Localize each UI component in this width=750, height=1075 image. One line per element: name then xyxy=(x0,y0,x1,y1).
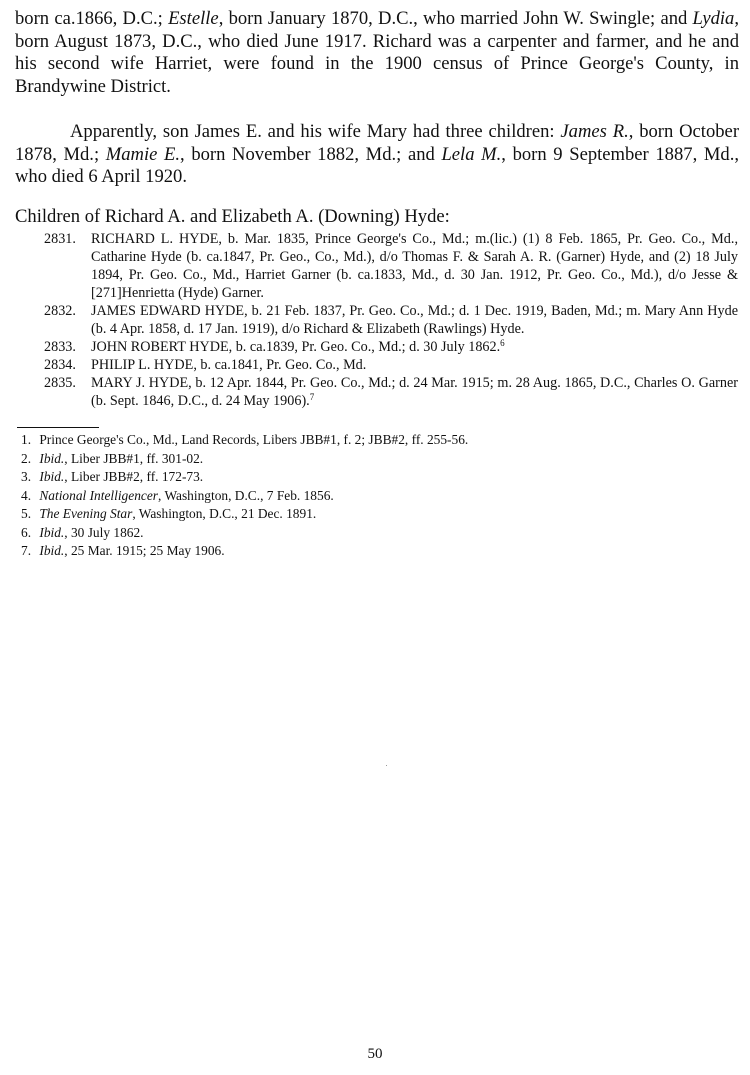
footnote-text: , Liber JBB#1, ff. 301-02. xyxy=(64,450,204,466)
footnote-number: 2. xyxy=(21,450,32,466)
footnote-text: , 25 Mar. 1915; 25 May 1906. xyxy=(64,543,225,558)
child-number: 2834. xyxy=(44,357,76,373)
child-entry xyxy=(0,230,750,302)
child-number: 2835. xyxy=(44,375,76,391)
child-text: MARY J. HYDE, b. 12 Apr. 1844, Pr. Geo. Co., Md.; d. 24 Mar. 1915; m. 28 Aug. 1865, D.C., Charles O. Garner (b. Sept. 1846, D.C., d. 24 May 1906). xyxy=(91,375,738,409)
child-name: Lydia xyxy=(692,8,735,29)
footnote-divider xyxy=(17,427,99,428)
text-run: , born January 1870, D.C., who married John W. Swingle; and xyxy=(218,8,693,29)
footnote-number: 3. xyxy=(21,469,32,484)
footnote xyxy=(21,505,468,524)
footnote xyxy=(21,431,468,450)
text-run: , born November 1882, Md.; and xyxy=(180,143,442,165)
scan-speck xyxy=(386,765,387,766)
footnote xyxy=(21,542,468,561)
child-name: James R. xyxy=(560,121,629,142)
footnote-italic: Ibid. xyxy=(39,543,65,558)
footnote-text: , Liber JBB#2, ff. 172-73. xyxy=(64,469,204,484)
text-run: , born October 1878, Md.; xyxy=(15,121,740,165)
paragraph-james-children xyxy=(15,121,739,189)
footnote-italic: Ibid. xyxy=(39,450,65,466)
child-text: PHILIP L. HYDE, b. ca.1841, Pr. Geo. Co., Md. xyxy=(91,357,367,373)
child-text: JOHN ROBERT HYDE, b. ca.1839, Pr. Geo. Co., Md.; d. 30 July 1862. xyxy=(91,339,501,355)
child-entry xyxy=(0,302,750,338)
footnote-text: Prince George's Co., Md., Land Records, Libers JBB#1, f. 2; JBB#2, ff. 255-56. xyxy=(39,432,469,447)
child-entry xyxy=(0,338,750,356)
child-name: Mamie E. xyxy=(105,143,181,165)
footnote xyxy=(21,524,468,543)
child-number: 2833. xyxy=(44,339,76,355)
child-name: Lela M. xyxy=(441,143,502,165)
footnote-ref: 6 xyxy=(500,338,505,348)
footnote-number: 5. xyxy=(21,506,32,521)
footnote-ref: 7 xyxy=(309,392,315,402)
footnote-text: , Washington, D.C., 21 Dec. 1891. xyxy=(132,506,317,521)
footnote-number: 4. xyxy=(21,487,32,503)
child-name: Estelle xyxy=(168,8,219,29)
text-run: born ca.1866, D.C.; xyxy=(15,8,169,29)
text-run: Apparently, son James E. and his wife Mary had three children: xyxy=(70,121,561,142)
child-text: RICHARD L. HYDE, b. Mar. 1835, Prince George's Co., Md.; m.(lic.) (1) 8 Feb. 1865, Pr. Geo. Co., Md., Catharine Hyde (b. ca.1847, Pr. Geo., Co., Md.), d/o Thomas F. & Sarah A. R. (Garner) Hyde, and (2) 18 July 1894, Pr. Geo. Co., Md., Harriet Garner (b. ca.1833, Md., d. 30 Jan. 1912, Pr. Geo. Co., Md.), d/o Jesse & [271]Henrietta (Hyde) Garner. xyxy=(91,231,738,301)
children-list xyxy=(0,230,750,410)
footnote xyxy=(21,487,468,506)
footnote-italic: Ibid. xyxy=(39,524,65,540)
text-run: , born August 1873, D.C., who died June 1917. Richard was a carpenter and farmer, and he and his second wife Harriet, were found in the 1900 census of Prince George's County, in Brandywine District. xyxy=(15,8,739,97)
child-text: JAMES EDWARD HYDE, b. 21 Feb. 1837, Pr. Geo. Co., Md.; d. 1 Dec. 1919, Baden, Md.; m. Mary Ann Hyde (b. 4 Apr. 1858, d. 17 Jan. 1919), d/o Richard & Elizabeth (Rawlings) Hyde. xyxy=(91,303,738,337)
footnote-number: 1. xyxy=(21,432,32,447)
paragraph-family-summary xyxy=(15,8,739,98)
child-entry xyxy=(0,374,750,410)
text-run: , born 9 September 1887, Md., who died 6 April 1920. xyxy=(15,143,739,187)
child-entry xyxy=(0,356,750,374)
footnotes-list xyxy=(21,431,468,561)
child-number: 2832. xyxy=(44,303,76,319)
page-number: 50 xyxy=(367,1046,383,1062)
footnote-number: 6. xyxy=(21,524,32,540)
children-heading: Children of Richard A. and Elizabeth A. (Downing) Hyde: xyxy=(15,206,450,227)
footnote xyxy=(21,450,468,469)
footnote-text: , Washington, D.C., 7 Feb. 1856. xyxy=(158,487,334,503)
footnote-text: , 30 July 1862. xyxy=(64,524,144,540)
footnote-italic: The Evening Star xyxy=(39,506,133,521)
footnote-italic: National Intelligencer xyxy=(39,487,158,503)
child-number: 2831. xyxy=(44,231,76,247)
footnote-number: 7. xyxy=(21,543,32,558)
footnote xyxy=(21,468,468,487)
footnote-italic: Ibid. xyxy=(39,469,65,484)
